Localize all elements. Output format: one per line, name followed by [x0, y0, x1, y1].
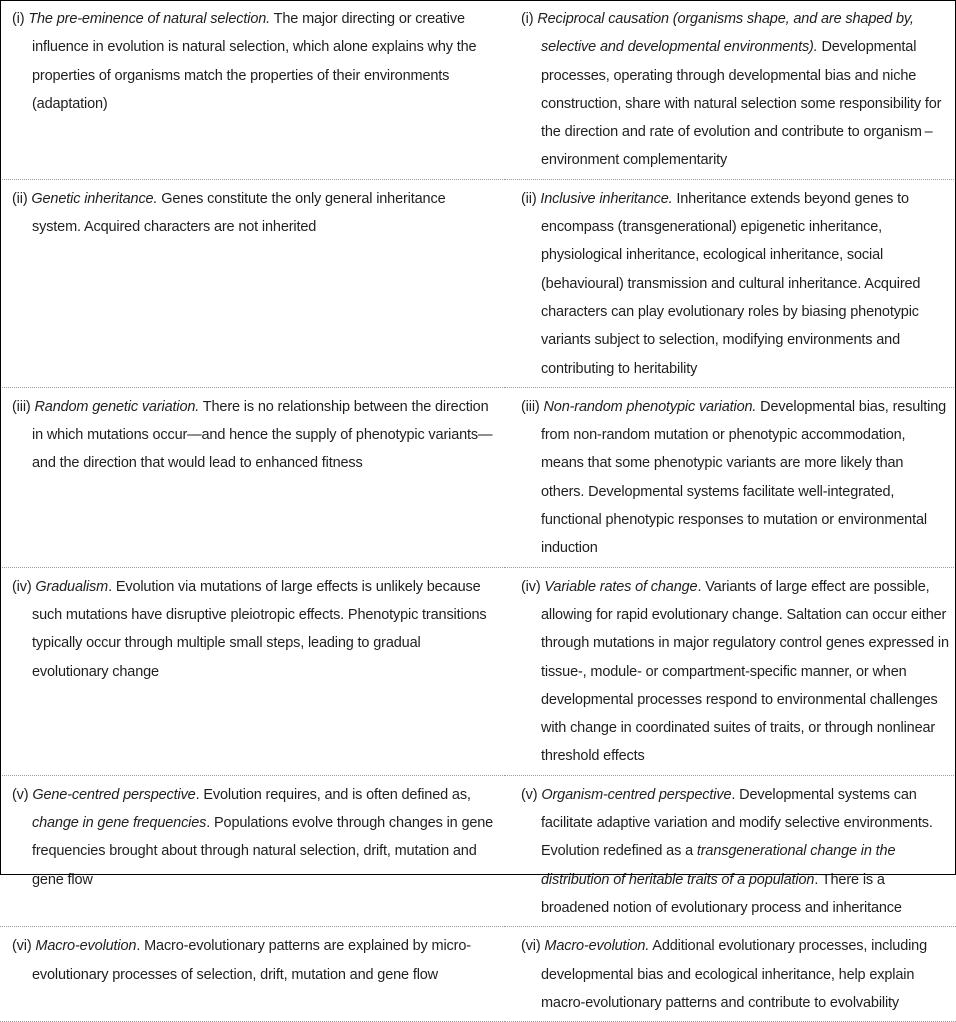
standard-view-cell: (i) The pre-eminence of natural selection. The major directing or creative influence in evolution is natural selection, which alone explains why the properties of organisms match the properties of their environments (adaptation): [0, 0, 505, 179]
standard-view-cell: (iv) Gradualism. Evolution via mutations of large effects is unlikely because such mutations have disruptive pleiotropic effects. Phenotypic transitions typically occur through multiple small steps, leading to gradual evolutionary change: [0, 567, 505, 775]
extended-view-cell: (iii) Non-random phenotypic variation. Developmental bias, resulting from non-random mutation or phenotypic accommodation, means that some phenotypic variants are more likely than others. Developmental systems facilitate well-integrated, functional phenotypic responses to mutation or environmental induction: [505, 387, 956, 567]
item-term: Variable rates of change: [544, 578, 698, 595]
standard-view-cell: (ii) Genetic inheritance. Genes constitute the only general inheritance system. Acquired characters are not inherited: [0, 179, 505, 387]
standard-view-cell: (v) Gene-centred perspective. Evolution requires, and is often defined as, change in gene frequencies. Populations evolve through changes in gene frequencies brought about through natural selection, drift, mutation and gene flow: [0, 775, 505, 926]
item-term: Macro-evolution: [35, 938, 137, 955]
item-term: Genetic inheritance.: [31, 190, 158, 207]
extended-view-cell: (v) Organism-centred perspective. Developmental systems can facilitate adaptive variation and modify selective environments. Evolution redefined as a transgenerational change in the distribution of heritable traits of a population. There is a broadened notion of evolutionary process and inheritance: [505, 775, 956, 926]
extended-view-cell: (vi) Macro-evolution. Additional evolutionary processes, including developmental bias and ecological inheritance, help explain macro-evolutionary patterns and contribute to evolvability: [505, 927, 956, 1022]
item-term: Macro-evolution.: [544, 938, 650, 955]
extended-view-cell: (iv) Variable rates of change. Variants of large effect are possible, allowing for rapid evolutionary change. Saltation can occur either through mutations in major regulatory control genes expressed in tissue-, module- or compartment-specific manner, or when developmental processes respond to environmental challenges with change in coordinated suites of traits, or through nonlinear threshold effects: [505, 567, 956, 775]
table-row: [0, 927, 956, 1022]
item-term: The pre-eminence of natural selection.: [28, 11, 271, 27]
item-term: Inclusive inheritance.: [540, 190, 673, 207]
emphasis-text: transgenerational change in the distribution of heritable traits of a population: [541, 843, 896, 888]
item-term: Organism-centred perspective: [541, 786, 732, 803]
item-term: Random genetic variation.: [34, 398, 200, 415]
extended-view-cell: (i) Reciprocal causation (organisms shape, and are shaped by, selective and developmental environments). Developmental processes, operating through developmental bias and niche construction, share with natural selection some responsibility for the direction and rate of evolution and contribute to organism – environment complementarity: [505, 0, 956, 179]
standard-view-cell: (vi) Macro-evolution. Macro-evolutionary patterns are explained by micro-evolutionary processes of selection, drift, mutation and gene flow: [0, 927, 505, 1022]
item-term: Gene-centred perspective: [32, 786, 196, 803]
item-term: Gradualism: [35, 578, 109, 595]
extended-view-cell: (ii) Inclusive inheritance. Inheritance extends beyond genes to encompass (transgenerational) epigenetic inheritance, physiological inheritance, ecological inheritance, social (behavioural) transmission and cultural inheritance. Acquired characters can play evolutionary roles by biasing phenotypic variants subject to selection, modifying environments and contributing to heritability: [505, 179, 956, 387]
item-term: Reciprocal causation (organisms shape, and are shaped by, selective and developmental environments).: [537, 11, 914, 56]
item-term: Non-random phenotypic variation.: [543, 398, 757, 415]
emphasis-text: change in gene frequencies: [32, 815, 207, 832]
standard-view-cell: (iii) Random genetic variation. There is no relationship between the direction in which mutations occur—and hence the supply of phenotypic variants—and the direction that would lead to enhanced fitness: [0, 387, 505, 567]
